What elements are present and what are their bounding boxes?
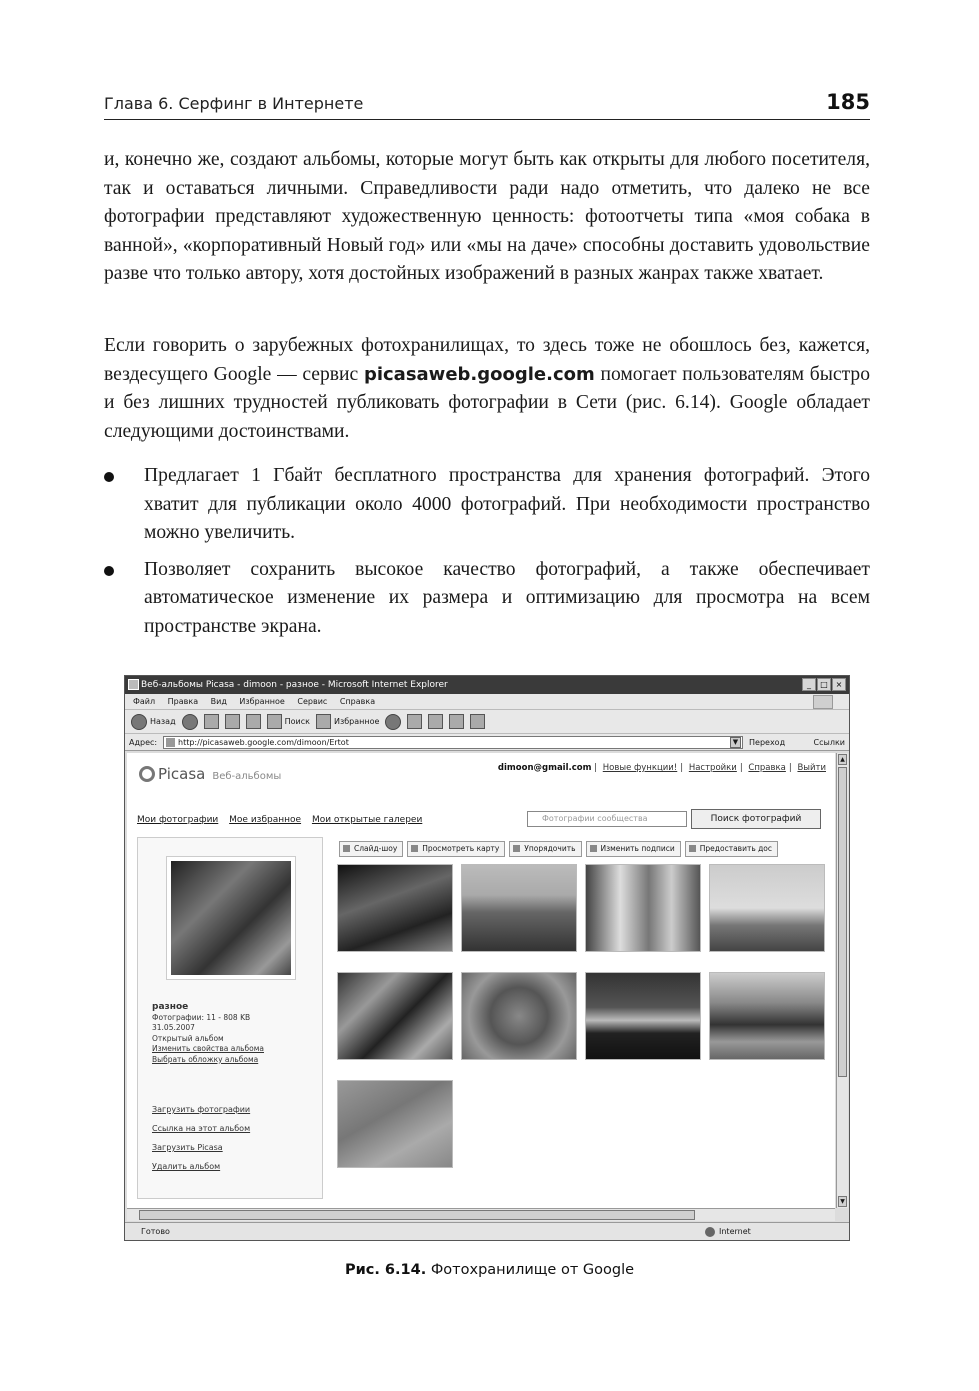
print-icon[interactable] bbox=[428, 714, 443, 729]
menu-favorites[interactable]: Избранное bbox=[239, 697, 285, 706]
photo-thumbnail[interactable] bbox=[461, 972, 577, 1060]
edit-captions-button[interactable]: Изменить подписи bbox=[586, 841, 681, 857]
status-text: Готово bbox=[141, 1227, 170, 1236]
download-picasa-link[interactable]: Загрузить Picasa bbox=[152, 1143, 223, 1152]
star-icon bbox=[316, 714, 331, 729]
edit-album-link[interactable]: Изменить свойства альбома bbox=[152, 1044, 264, 1053]
stop-icon[interactable] bbox=[204, 714, 219, 729]
album-link-link[interactable]: Ссылка на этот альбом bbox=[152, 1124, 251, 1133]
address-label: Адрес: bbox=[129, 738, 158, 747]
back-label: Назад bbox=[150, 717, 176, 726]
logout-link[interactable]: Выйти bbox=[797, 763, 826, 773]
photo-thumbnail[interactable] bbox=[585, 972, 701, 1060]
close-icon[interactable]: × bbox=[832, 678, 846, 691]
picasaweb-link: picasaweb.google.com bbox=[363, 363, 595, 385]
address-bar bbox=[125, 734, 849, 751]
horizontal-scroll-thumb[interactable] bbox=[139, 1210, 695, 1220]
album-info bbox=[152, 1002, 322, 1065]
list-item bbox=[104, 462, 870, 548]
search-label: Поиск bbox=[284, 717, 310, 726]
favorites-button[interactable] bbox=[316, 714, 379, 729]
logo-subtitle: Веб-альбомы bbox=[212, 770, 282, 782]
messenger-icon[interactable] bbox=[470, 714, 485, 729]
browser-viewport bbox=[127, 753, 835, 1221]
running-header bbox=[104, 92, 870, 120]
scroll-thumb[interactable] bbox=[838, 767, 847, 1077]
photo-thumbnail[interactable] bbox=[337, 1080, 453, 1168]
caption-label: Рис. 6.14. bbox=[344, 1262, 427, 1278]
album-name: разное bbox=[152, 1002, 189, 1012]
browser-screenshot bbox=[124, 675, 850, 1241]
nav-favorites[interactable]: Мое избранное bbox=[229, 815, 302, 825]
settings-link[interactable]: Настройки bbox=[688, 763, 737, 773]
nav-my-photos[interactable]: Мои фотографии bbox=[137, 815, 219, 825]
paragraph-2-start: Если говорить о зарубежных фотохранилищах, то здесь тоже не обошлось без, кажется, вездесущего Google — сервис bbox=[104, 335, 870, 385]
scroll-up-icon[interactable]: ▲ bbox=[838, 754, 847, 765]
internet-zone: Internet bbox=[705, 1223, 751, 1241]
menu-help[interactable]: Справка bbox=[339, 697, 376, 706]
list-item-text: Позволяет сохранить высокое качество фотографий, а также обеспечивает автоматическое изменение их размера и оптимизацию для просмотра на всем пространстве экрана. bbox=[144, 558, 870, 637]
user-links: dimoon@gmail.com | Новые функции! | Настройки | Справка | Выйти bbox=[497, 763, 826, 773]
photo-thumbnail[interactable] bbox=[337, 972, 453, 1060]
view-map-button[interactable]: Просмотреть карту bbox=[407, 841, 505, 857]
status-bar bbox=[125, 1222, 850, 1240]
go-button[interactable]: Переход bbox=[749, 738, 786, 747]
photo-thumbnail[interactable] bbox=[709, 972, 825, 1060]
share-button[interactable]: Предоставить дос bbox=[685, 841, 778, 857]
logo-text: Picasa bbox=[158, 765, 206, 783]
photo-thumbnail[interactable] bbox=[709, 864, 825, 952]
figure-caption bbox=[0, 1262, 979, 1278]
address-input[interactable]: http://picasaweb.google.com/dimoon/Ertot bbox=[163, 736, 743, 749]
back-button[interactable] bbox=[131, 714, 176, 730]
user-email: dimoon@gmail.com bbox=[497, 763, 592, 773]
paragraph-2-end: помогает пользователям быстро и без лишних трудностей публиковать фотографии в Сети (рис. 6.14). Google обладает следующими достоинствами. bbox=[104, 363, 870, 442]
new-features-link[interactable]: Новые функции! bbox=[602, 763, 678, 773]
nav-public-galleries[interactable]: Мои открытые галереи bbox=[311, 815, 423, 825]
window-controls bbox=[802, 678, 846, 691]
list-item bbox=[104, 556, 870, 642]
home-icon[interactable] bbox=[246, 714, 261, 729]
mail-icon[interactable] bbox=[407, 714, 422, 729]
menu-tools[interactable]: Сервис bbox=[297, 697, 328, 706]
album-sidebar bbox=[137, 837, 323, 1199]
album-visibility: Открытый альбом bbox=[152, 1033, 224, 1043]
picasa-swirl-icon bbox=[139, 766, 155, 782]
browser-toolbar bbox=[125, 710, 849, 734]
community-search-input[interactable]: Фотографии сообщества bbox=[527, 811, 687, 827]
page-number: 185 bbox=[826, 90, 870, 114]
maximize-icon[interactable]: □ bbox=[817, 678, 831, 691]
main-nav bbox=[137, 815, 430, 825]
menu-view[interactable]: Вид bbox=[210, 697, 227, 706]
history-icon[interactable] bbox=[385, 714, 401, 730]
picasa-logo[interactable] bbox=[139, 765, 281, 783]
slideshow-button[interactable]: Слайд-шоу bbox=[339, 841, 403, 857]
upload-photos-link[interactable]: Загрузить фотографии bbox=[152, 1105, 251, 1114]
photo-thumbnail[interactable] bbox=[585, 864, 701, 952]
search-icon bbox=[267, 714, 282, 729]
menu-file[interactable]: Файл bbox=[133, 697, 156, 706]
minimize-icon[interactable]: _ bbox=[802, 678, 816, 691]
cover-image bbox=[171, 861, 291, 975]
delete-album-link[interactable]: Удалить альбом bbox=[152, 1162, 221, 1171]
choose-cover-link[interactable]: Выбрать обложку альбома bbox=[152, 1054, 259, 1064]
paragraph-1: и, конечно же, создают альбомы, которые могут быть как открыты для любого посетителя, так и оставаться личными. Справедливости ради надо отметить, что далеко не все фотографии представляют художественную ценность: фотоотчеты типа «моя собака в ванной», «корпоративный Новый год» или «мы на даче» способны доставить удовольствие разве что только автору, хотя достойных изображений в разных жанрах также хватает. bbox=[104, 149, 870, 285]
menu-bar bbox=[125, 694, 849, 710]
back-arrow-icon bbox=[131, 714, 147, 730]
bullet-icon bbox=[104, 472, 114, 482]
links-button[interactable]: Ссылки bbox=[813, 738, 845, 747]
windows-logo-icon bbox=[813, 695, 833, 709]
album-date: 31.05.2007 bbox=[152, 1023, 195, 1032]
refresh-icon[interactable] bbox=[225, 714, 240, 729]
album-toolbar bbox=[339, 841, 833, 857]
window-title: Веб-альбомы Picasa - dimoon - разное - Microsoft Internet Explorer bbox=[141, 680, 448, 690]
organize-button[interactable]: Упорядочить bbox=[509, 841, 581, 857]
scroll-down-icon[interactable]: ▼ bbox=[838, 1196, 847, 1207]
vertical-scrollbar[interactable] bbox=[836, 753, 848, 1208]
window-titlebar bbox=[125, 676, 849, 694]
forward-arrow-icon[interactable] bbox=[182, 714, 198, 730]
chapter-title: Глава 6. Серфинг в Интернете bbox=[104, 94, 364, 113]
help-link[interactable]: Справка bbox=[748, 763, 786, 773]
album-actions bbox=[152, 1100, 250, 1176]
search-photos-button[interactable]: Поиск фотографий bbox=[691, 809, 821, 829]
album-photo-count: Фотографии: 11 - 808 KB bbox=[152, 1012, 251, 1022]
horizontal-scrollbar[interactable] bbox=[127, 1208, 835, 1221]
edit-icon[interactable] bbox=[449, 714, 464, 729]
caption-text: Фотохранилище от Google bbox=[426, 1262, 635, 1278]
paragraph-2 bbox=[104, 332, 870, 446]
chevron-down-icon[interactable]: ▼ bbox=[730, 737, 741, 748]
menu-edit[interactable]: Правка bbox=[167, 697, 199, 706]
search-button[interactable] bbox=[267, 714, 310, 729]
bullet-icon bbox=[104, 566, 114, 576]
ie-icon bbox=[128, 679, 139, 690]
list-item-text: Предлагает 1 Гбайт бесплатного пространства для хранения фотографий. Этого хватит для публикации около 4000 фотографий. При необходимости пространство можно увеличить. bbox=[144, 465, 870, 544]
album-cover[interactable] bbox=[166, 856, 296, 980]
photo-thumbnail[interactable] bbox=[337, 864, 453, 952]
feature-list bbox=[104, 462, 870, 650]
favorites-label: Избранное bbox=[333, 717, 380, 726]
photo-thumbnail[interactable] bbox=[461, 864, 577, 952]
